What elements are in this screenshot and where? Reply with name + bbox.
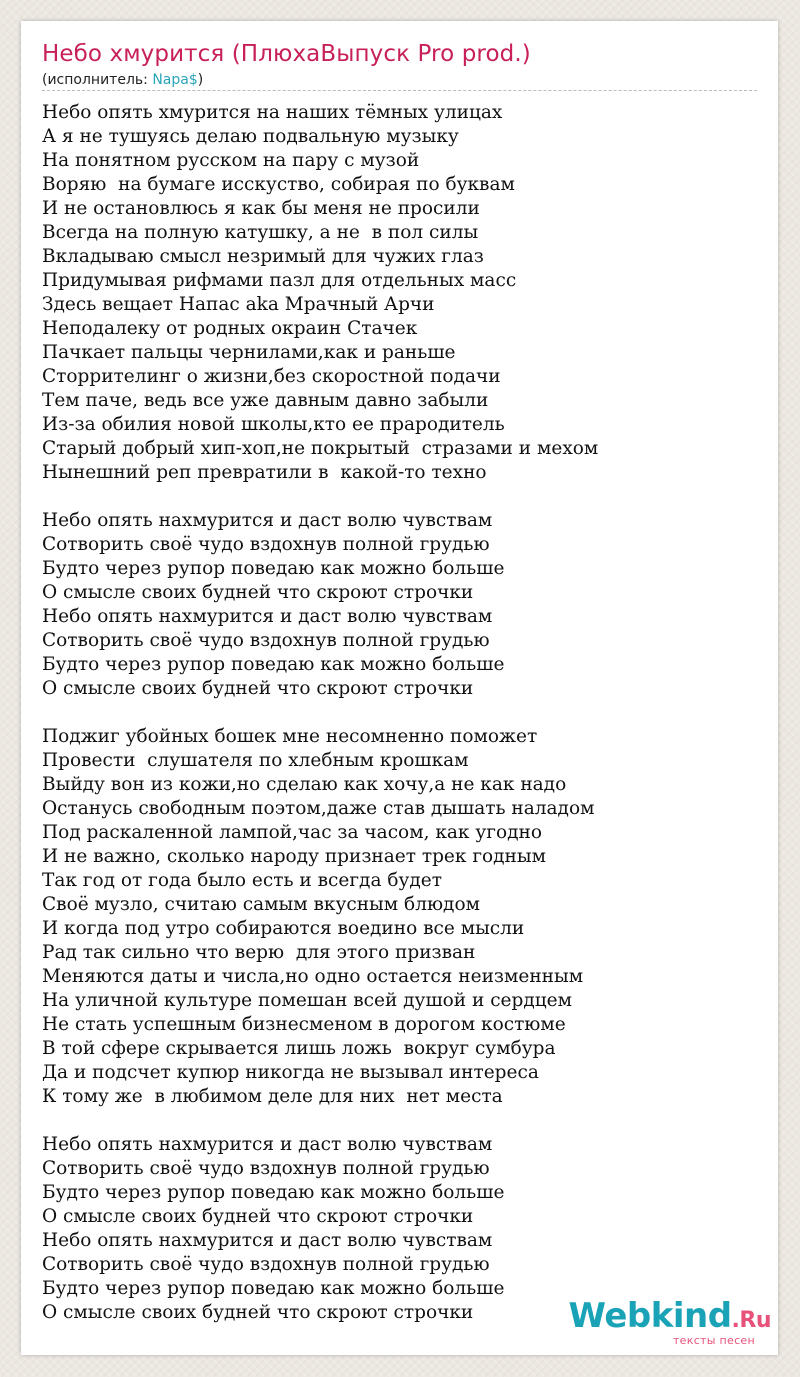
lyric-line: Неподалеку от родных окраин Стачек — [42, 318, 418, 339]
lyric-line: И когда под утро собираются воедино все мысли — [42, 918, 525, 939]
lyric-line: Нынешний реп превратили в какой-то техно — [42, 462, 487, 483]
lyric-line: Выйду вон из кожи,но сделаю как хочу,а не как надо — [42, 774, 567, 795]
stanza — [42, 1133, 598, 1325]
lyric-line: Сторрителинг о жизни,без скоростной подачи — [42, 366, 501, 387]
lyric-line: О смысле своих будней что скроют строчки — [42, 1206, 474, 1227]
lyric-line: Останусь свободным поэтом,даже став дышать наладом — [42, 798, 595, 819]
lyric-line: Не стать успешным бизнесменом в дорогом костюме — [42, 1014, 566, 1035]
lyric-line: Своё музло, считаю самым вкусным блюдом — [42, 894, 480, 915]
lyric-line: Придумывая рифмами пазл для отдельных масс — [42, 270, 517, 291]
lyric-line: Сотворить своё чудо вздохнув полной грудью — [42, 534, 490, 555]
lyric-line: Здесь вещает Напас aka Мрачный Арчи — [42, 294, 435, 315]
lyric-line: Да и подсчет купюр никогда не вызывал интереса — [42, 1062, 539, 1083]
lyric-line: На уличной культуре помешан всей душой и сердцем — [42, 990, 572, 1011]
lyric-line: Будто через рупор поведаю как можно больше — [42, 1182, 505, 1203]
lyric-line: О смысле своих будней что скроют строчки — [42, 1302, 474, 1323]
lyric-line: Тем паче, ведь все уже давным давно забыли — [42, 390, 489, 411]
lyric-line: Рад так сильно что верю для этого призван — [42, 942, 476, 963]
lyric-line: Под раскаленной лампой,час за часом, как угодно — [42, 822, 542, 843]
lyrics-body — [42, 101, 598, 1325]
lyric-line: Сотворить своё чудо вздохнув полной грудью — [42, 630, 490, 651]
lyric-line: Из-за обилия новой школы,кто ее прародитель — [42, 414, 505, 435]
artist-suffix: ) — [197, 72, 204, 88]
lyric-line: Сотворить своё чудо вздохнув полной грудью — [42, 1254, 490, 1275]
lyric-line: Всегда на полную катушку, а не в пол силы — [42, 222, 479, 243]
stanza — [42, 725, 598, 1109]
lyric-line: О смысле своих будней что скроют строчки — [42, 582, 474, 603]
logo-wordmark — [568, 1296, 771, 1338]
lyric-line: Небо опять нахмурится и даст волю чувствам — [42, 510, 493, 531]
lyric-line: Старый добрый хип-хоп,не покрытый стразами и мехом — [42, 438, 599, 459]
lyric-line: О смысле своих будней что скроют строчки — [42, 678, 474, 699]
lyric-line: Небо опять хмурится на наших тёмных улицах — [42, 102, 503, 123]
stanza — [42, 101, 598, 485]
lyric-line: В той сфере скрывается лишь ложь вокруг сумбура — [42, 1038, 556, 1059]
lyric-line: Меняются даты и числа,но одно остается неизменным — [42, 966, 584, 987]
lyric-line: Сотворить своё чудо вздохнув полной грудью — [42, 1158, 490, 1179]
stanza — [42, 509, 598, 701]
lyric-line: Будто через рупор поведаю как можно больше — [42, 1278, 505, 1299]
lyric-line: Воряю на бумаге исскуство, собирая по буквам — [42, 174, 515, 195]
lyric-line: И не остановлюсь я как бы меня не просили — [42, 198, 480, 219]
lyric-line: Небо опять нахмурится и даст волю чувствам — [42, 606, 493, 627]
lyric-line: Поджиг убойных бошек мне несомненно поможет — [42, 726, 538, 747]
logo-suffix: .Ru — [731, 1308, 771, 1333]
lyric-line: А я не тушуясь делаю подвальную музыку — [42, 126, 459, 147]
lyric-line: Небо опять нахмурится и даст волю чувствам — [42, 1230, 493, 1251]
lyric-line: Так год от года было есть и всегда будет — [42, 870, 442, 891]
title-divider — [42, 90, 757, 91]
logo-main-text: Webkind — [568, 1296, 732, 1336]
lyrics-card — [21, 21, 778, 1355]
lyric-line: И не важно, сколько народу признает трек годным — [42, 846, 546, 867]
lyric-line: Пачкает пальцы чернилами,как и раньше — [42, 342, 456, 363]
artist-link[interactable]: Napa$ — [152, 72, 198, 88]
song-title: Небо хмурится (ПлюхаВыпуск Pro prod.) — [42, 41, 531, 67]
lyric-line: На понятном русском на пару с музой — [42, 150, 420, 171]
artist-prefix: (исполнитель: — [42, 72, 153, 88]
lyric-line: Провести слушателя по хлебным крошкам — [42, 750, 469, 771]
lyric-line: К тому же в любимом деле для них нет места — [42, 1086, 503, 1107]
lyric-line: Будто через рупор поведаю как можно больше — [42, 558, 505, 579]
lyric-line: Вкладываю смысл незримый для чужих глаз — [42, 246, 484, 267]
lyric-line: Небо опять нахмурится и даст волю чувствам — [42, 1134, 493, 1155]
artist-line — [42, 72, 203, 88]
logo-tagline: тексты песен — [672, 1334, 755, 1347]
lyric-line: Будто через рупор поведаю как можно больше — [42, 654, 505, 675]
site-logo[interactable] — [568, 1296, 771, 1347]
